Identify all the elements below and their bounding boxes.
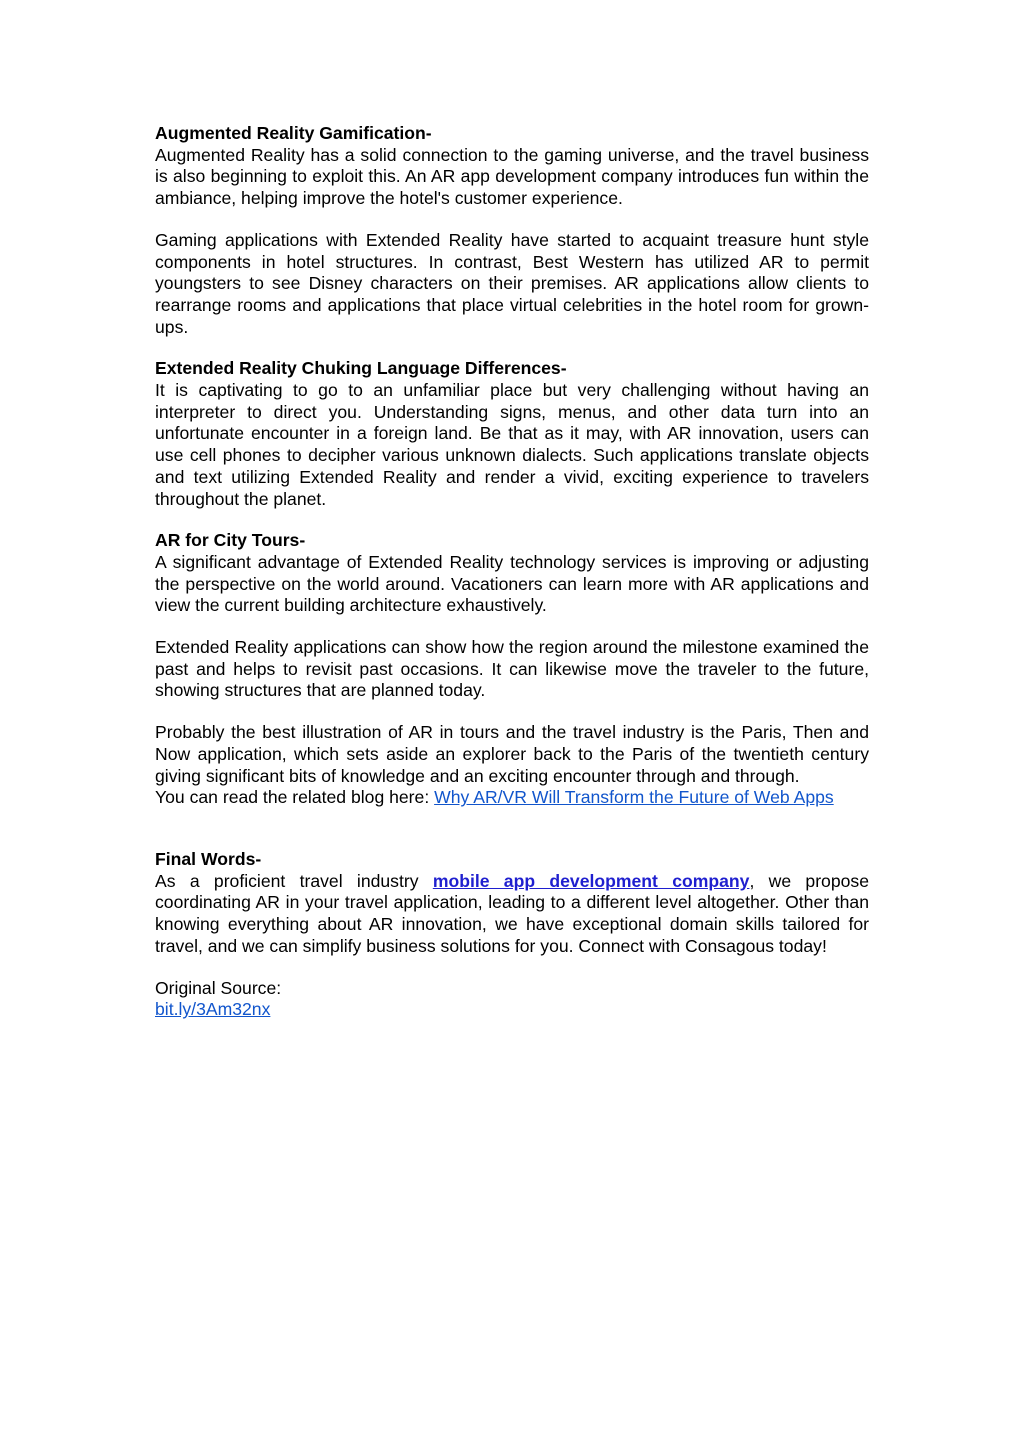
spacer [155, 210, 869, 230]
paragraph-city-tours-1: A significant advantage of Extended Reality technology services is improving or adjusting the perspective on the world around. Vacationers can learn more with AR applications and view the current building architecture exhaustively. [155, 551, 869, 616]
spacer [155, 809, 869, 849]
spacer [155, 702, 869, 722]
document-page [155, 123, 869, 1021]
related-blog-prefix: You can read the related blog here: [155, 787, 435, 808]
final-text-before: As a proficient travel industry [155, 870, 433, 891]
original-source-label: Original Source: [155, 977, 282, 998]
section-heading-final-words: Final Words- [155, 848, 262, 869]
related-blog-line [155, 787, 869, 809]
original-source-line [155, 999, 869, 1021]
spacer [155, 338, 869, 358]
paragraph-language-1: It is captivating to go to an unfamiliar place but very challenging without having an interpreter to direct you. Understanding signs, menus, and other data turn into an unfortunate encounter in a foreign land. Be that as it may, with AR innovation, users can use cell phones to decipher various unknown dialects. Such applications translate objects and text utilizing Extended Reality and render a vivid, exciting experience to travelers throughout the planet. [155, 380, 869, 509]
original-source-link[interactable]: bit.ly/3Am32nx [155, 999, 271, 1020]
paragraph-city-tours-2: Extended Reality applications can show how the region around the milestone examined the past and helps to revisit past occasions. It can likewise move the traveler to the future, showing structures that are planned today. [155, 637, 869, 701]
final-text-after: , we propose coordinating AR in your travel application, leading to a different level altogether. Other than knowing everything about AR innovation, we have exceptional domain skills tailored for travel, and we can simplify business solutions for you. Connect with Consagous today! [155, 870, 869, 956]
related-blog-link[interactable]: Why AR/VR Will Transform the Future of Web Apps [434, 787, 834, 808]
spacer [155, 510, 869, 530]
paragraph-gamification-1: Augmented Reality has a solid connection to the gaming universe, and the travel business is also beginning to exploit this. An AR app development company introduces fun within the ambiance, helping improve the hotel's customer experience. [155, 144, 869, 209]
section-heading-city-tours: AR for City Tours- [155, 530, 306, 551]
paragraph-gamification-2: Gaming applications with Extended Reality have started to acquaint treasure hunt style components in hotel structures. In contrast, Best Western has utilized AR to permit youngsters to see Disney characters on their premises. AR applications allow clients to rearrange rooms and applications that place virtual celebrities in the hotel room for grown-ups. [155, 229, 869, 337]
spacer [155, 958, 869, 978]
paragraph-city-tours-3: Probably the best illustration of AR in tours and the travel industry is the Paris, Then and Now application, which sets aside an explorer back to the Paris of the twentieth century giving significant bits of knowledge and an exciting encounter through and through. [155, 722, 869, 786]
section-heading-gamification: Augmented Reality Gamification- [155, 123, 432, 143]
paragraph-final-words [155, 871, 869, 958]
mobile-app-development-link[interactable]: mobile app development company [432, 870, 750, 891]
section-heading-language: Extended Reality Chuking Language Differences- [155, 358, 567, 379]
spacer [155, 617, 869, 637]
